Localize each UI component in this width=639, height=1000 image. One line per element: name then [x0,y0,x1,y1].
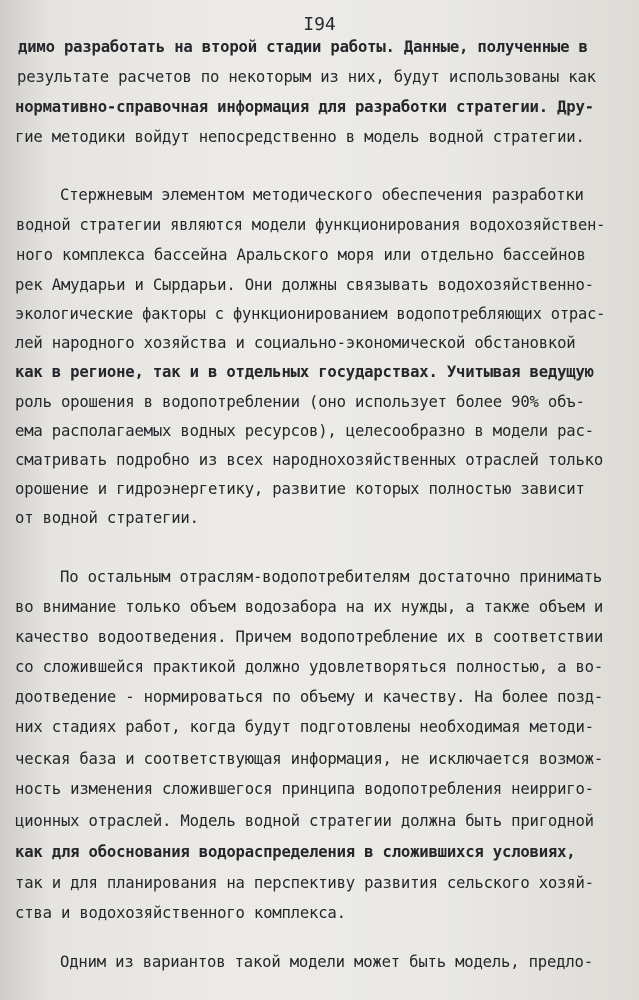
text-line: них стадиях работ, когда будут подготовлены необходимая методи- [15,718,594,736]
text-line: рек Амударьи и Сырдарьи. Они должны связывать водохозяйственно- [15,276,594,294]
text-line: от водной стратегии. [15,509,199,527]
text-line: доотведение - нормироваться по объему и качеству. На более позд- [15,688,604,706]
text-line: сматривать подробно из всех народнохозяйственных отраслей только [15,451,604,469]
text-line: По остальным отраслям-водопотребителям достаточно принимать [60,568,603,586]
text-line: гие методики войдут непосредственно в модель водной стратегии. [15,128,585,146]
text-line: лей народного хозяйства и социально-экономической обстановкой [15,334,576,352]
text-line: Стержневым элементом методического обеспечения разработки [60,186,584,204]
text-line: как для обоснования водораспределения в сложившихся условиях, [15,843,576,861]
text-line: ного комплекса бассейна Аральского моря или отдельно бассейнов [16,246,586,264]
text-line: водной стратегии являются модели функционирования водохозяйствен- [16,216,606,234]
text-line: экологические факторы с функционированием водопотребляющих отрас- [15,305,606,323]
text-line: со сложившейся практикой должно удовлетворяться полностью, а во- [15,658,604,676]
text-line: так и для планирования на перспективу развития сельского хозяй- [15,874,594,892]
text-line: результате расчетов по некоторым из них, будут использованы как [17,68,596,86]
text-line: как в регионе, так и в отдельных государствах. Учитывая ведущую [15,363,594,381]
text-line: орошение и гидроэнергетику, развитие которых полностью зависит [15,480,585,498]
text-line: во внимание только объем водозабора на их нужды, а также объем и [15,598,604,616]
text-line: димо разработать на второй стадии работы. Данные, полученные в [18,38,588,56]
text-line: ность изменения сложившегося принципа водопотребления неирриго- [15,780,594,798]
text-line: ционных отраслей. Модель водной стратегии должна быть пригодной [15,812,594,830]
page-number: I94 [303,14,336,35]
text-line: роль орошения в водопотреблении (оно использует более 90% объ- [15,393,585,411]
text-line: ческая база и соответствующая информация, не исключается возмож- [15,750,604,768]
text-line: ства и водохозяйственного комплекса. [15,904,346,922]
text-line: качество водоотведения. Причем водопотребление их в соответствии [15,628,604,646]
text-line: Одним из вариантов такой модели может быть модель, предло- [60,953,593,971]
text-line: нормативно-справочная информация для разработки стратегии. Дру- [15,98,594,116]
text-line: ема располагаемых водных ресурсов), целесообразно в модели рас- [15,422,594,440]
